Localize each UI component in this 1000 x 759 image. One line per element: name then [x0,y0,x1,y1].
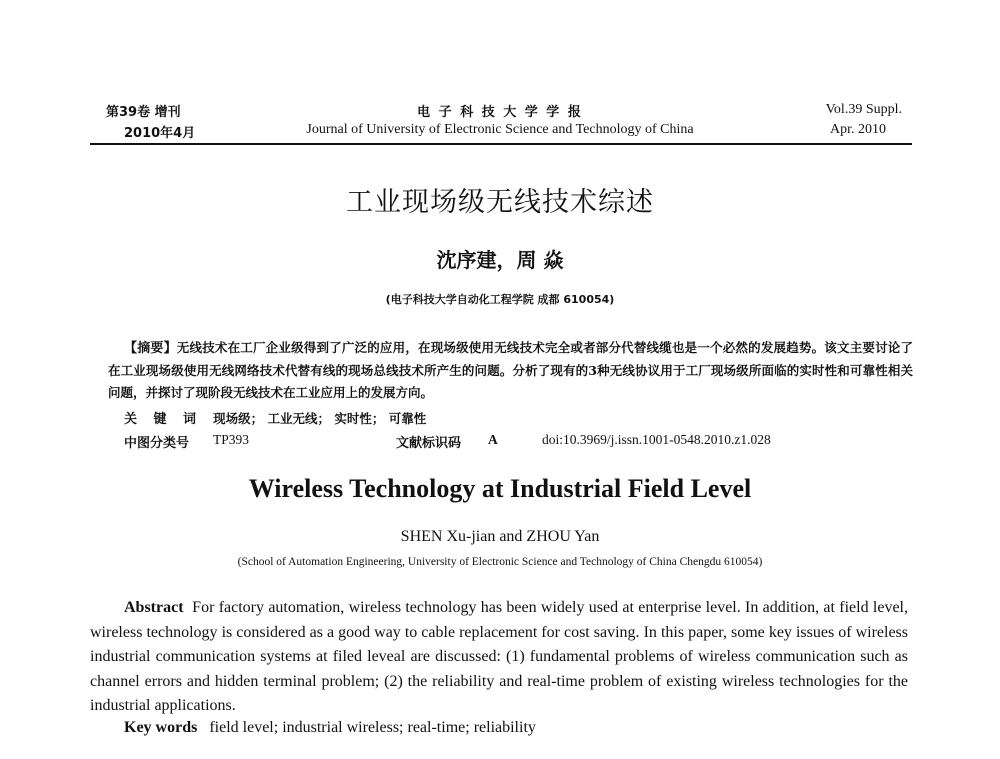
abstract-en-label: Abstract [124,599,184,616]
volume-en: Vol.39 Suppl. [825,102,902,117]
keywords-en [124,719,536,737]
affiliation-cn: (电子科技大学自动化工程学院 成都 610054) [385,293,615,306]
journal-name-en: Journal of University of Electronic Science and Technology of China [306,122,694,137]
abstract-en-text: For factory automation, wireless technology has been widely used at enterprise level. In addition, at field level, wireless technology is considered as a good way to cable replacement for cost saving. In this paper, some key issues of wireless industrial communication systems at filed leveal are discussed: (1) fundamental problems of wireless communication such as channel errors and hidden terminal problem; (2) the reliability and real-time problem of existing wireless technologies for the industrial applications. [90,599,909,714]
affiliation-en: (School of Automation Engineering, University of Electronic Science and Technology of China Chengdu 610054) [237,556,763,568]
authors-en: SHEN Xu-jian and ZHOU Yan [400,528,600,545]
abstract-cn [108,337,913,404]
abstract-cn-label: 【摘要】 [124,341,177,356]
date-en: Apr. 2010 [830,122,886,137]
doi: doi:10.3969/j.issn.1001-0548.2010.z1.028 [542,432,771,447]
keywords-cn-label: 关 键 词 [124,412,203,427]
date-cn: 2010年4月 [124,126,196,141]
doc-code-value: A [488,432,498,447]
journal-name-cn: 电 子 科 技 大 学 学 报 [417,105,583,120]
header-rule [90,143,912,145]
authors-cn: 沈序建，周 焱 [436,248,564,272]
keywords-cn-value: 现场级； 工业无线； 实时性； 可靠性 [213,411,427,426]
paper-title-cn: 工业现场级无线技术综述 [346,187,654,218]
abstract-cn-text: 无线技术在工厂企业级得到了广泛的应用，在现场级使用无线技术完全或者部分代替线缆也是一个必然的发展趋势。该文主要讨论了在工业现场级使用无线网络技术代替有线的现场总线技术所产生的问题。分析了现有的3种无线协议用于工厂现场级所面临的实时性和可靠性相关问题，并探讨了现阶段无线技术在工业应用上的发展方向。 [108,340,913,400]
volume-cn: 第39卷 增刊 [106,105,181,120]
clc-label: 中图分类号 [124,436,190,451]
clc-value: TP393 [213,432,250,447]
keywords-en-label: Key words [124,719,198,736]
doc-code-label: 文献标识码 [396,436,462,451]
paper-title-en: Wireless Technology at Industrial Field Level [248,474,752,503]
abstract-en [90,596,908,719]
keywords-cn [124,408,426,427]
keywords-en-value: field level; industrial wireless; real-time; reliability [209,719,536,736]
